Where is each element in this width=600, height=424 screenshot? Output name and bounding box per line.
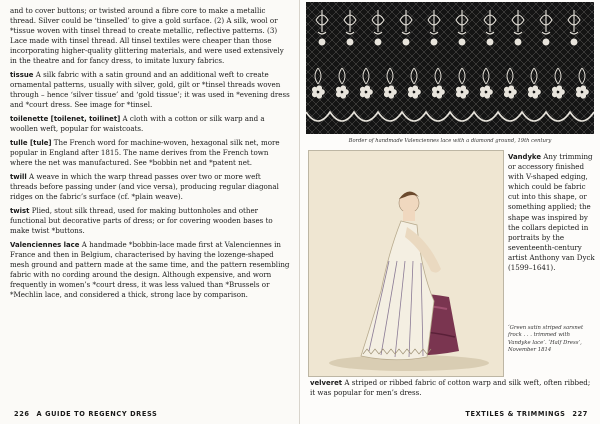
page-number: 226 xyxy=(14,410,30,418)
entry-twist xyxy=(10,206,290,236)
entry-tissue xyxy=(10,70,290,110)
entry-text: The French word for machine-woven, hexagonal silk net, more popular in England after 1815. The name derives from the French town where the net was manufactured. See *bobbin net and *patent net. xyxy=(10,138,280,167)
entry-text: Plied, stout silk thread, used for making buttonholes and other functional but decorative parts of dress; or for covering wooden bases to make twist *buttons. xyxy=(10,206,273,235)
entry-text: A cloth with a cotton or silk warp and a woollen weft, popular for waistcoats. xyxy=(10,114,265,133)
fashion-plate-image xyxy=(308,150,504,377)
entry-term: twill xyxy=(10,173,27,181)
lace-caption: Border of handmade Valenciennes lace with a diamond ground, 19th century xyxy=(348,138,552,144)
entry-term: twist xyxy=(10,207,30,215)
entry-term: Valenciennes lace xyxy=(10,241,80,249)
running-title: A GUIDE TO REGENCY DRESS xyxy=(36,410,158,418)
left-footer xyxy=(10,410,157,418)
entry-term: toilenette [toilenet, toilinet] xyxy=(10,115,121,123)
entry-text: A weave in which the warp thread passes over two or more weft threads before passing under (and vice versa), producing regular diagonal ridges on the fabric’s surface (cf. *plain weave). xyxy=(10,172,279,201)
right-footer xyxy=(465,410,592,418)
entry-text: A silk fabric with a satin ground and an additional weft to create ornamental patterns, usually with silver, gold, gilt or *tinsel threads woven through – hence ‘silver tissue’ and ‘gold tissue’; it was used in *evening dress and *court dress. See image for *tinsel. xyxy=(10,70,290,109)
entry-term: Vandyke xyxy=(508,153,542,161)
velveret-entry xyxy=(310,378,592,402)
entry-text: Any trimming or accessory finished with V-shaped edging, which could be fabric cut into this shape, or something applied; the shape was inspired by the collars depicted in portraits by the seventeenth-century artist Anthony van Dyck (1599–1641). xyxy=(508,152,595,273)
running-title: TEXTILES & TRIMMINGS xyxy=(465,410,566,418)
entry-twill xyxy=(10,172,290,202)
intro-paragraph: and to cover buttons; or twisted around a fibre core to make a metallic thread. Silver could be ‘tinselled’ to give a gold surface. (2) A silk, wool or *tissue woven with tinsel thread to create metallic, reflective patterns. (3) Lace made with tinsel thread. All tinsel textiles were cheaper than those incorporating higher-quality glittering materials, and were used extensively in the theatre and for fancy dress, to imitate luxury fabrics. xyxy=(10,6,284,65)
right-page xyxy=(300,0,600,424)
lace-photo xyxy=(306,2,594,134)
entry-text: A handmade *bobbin-lace made first at Valenciennes in France and then in Belgium, characterised by having the lozenge-shaped mesh ground and pattern made at the same time, and the pattern resembling fabric with no cording around the design. Although expensive, and worn frequently in women’s *court dress, it was less valued than *Brussels or *Mechlin lace, and considered a thick, strong lace by comparison. xyxy=(10,240,290,299)
entry-text: A striped or ribbed fabric of cotton warp and silk weft, often ribbed; it was popular for men’s dress. xyxy=(310,378,591,397)
plate-caption: ‘Green satin striped sarsnet frock . . . trimmed with Vandyke lace’. ‘Half Dress’, November 1814 xyxy=(508,325,584,354)
entry-toilenette xyxy=(10,114,290,134)
entry-term: velveret xyxy=(310,379,343,387)
vandyke-entry xyxy=(508,152,596,277)
entry-tulle xyxy=(10,138,290,168)
entry-valenciennes xyxy=(10,240,290,300)
entry-term: tulle [tule] xyxy=(10,139,52,147)
page-number: 227 xyxy=(572,410,588,418)
entry-term: tissue xyxy=(10,71,34,79)
left-text-column xyxy=(10,6,290,304)
